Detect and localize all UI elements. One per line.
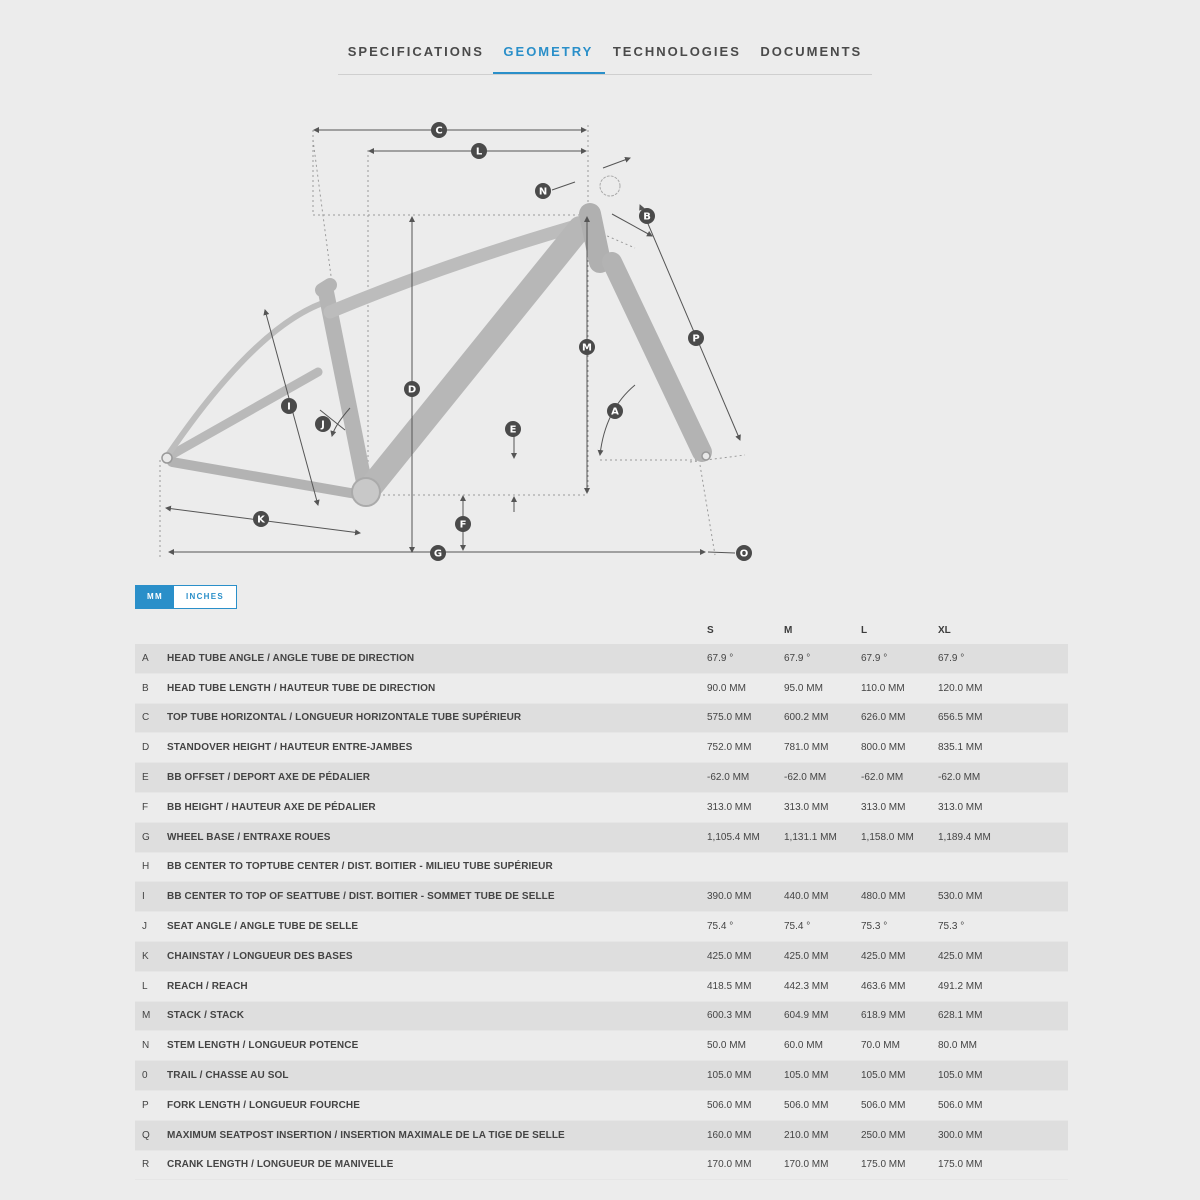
row-value-m: 105.0 MM bbox=[784, 1061, 861, 1091]
table-row bbox=[135, 673, 1068, 703]
marker-b bbox=[639, 208, 655, 224]
row-value-xl: 530.0 MM bbox=[938, 882, 1068, 912]
row-label: CRANK LENGTH / LONGUEUR DE MANIVELLE bbox=[167, 1150, 707, 1180]
svg-text:G: G bbox=[433, 548, 443, 560]
row-label: HEAD TUBE LENGTH / HAUTEUR TUBE DE DIRECTION bbox=[167, 673, 707, 703]
row-label: HEAD TUBE ANGLE / ANGLE TUBE DE DIRECTION bbox=[167, 644, 707, 673]
tab-documents[interactable]: DOCUMENTS bbox=[760, 44, 863, 59]
row-value-l: -62.0 MM bbox=[861, 763, 938, 793]
row-code: J bbox=[135, 912, 167, 942]
row-value-xl: 1,189.4 MM bbox=[938, 822, 1068, 852]
row-value-m: 600.2 MM bbox=[784, 703, 861, 733]
row-value-xl bbox=[938, 852, 1068, 882]
row-label: STANDOVER HEIGHT / HAUTEUR ENTRE-JAMBES bbox=[167, 733, 707, 763]
row-value-l: 313.0 MM bbox=[861, 792, 938, 822]
row-label: REACH / REACH bbox=[167, 971, 707, 1001]
table-row bbox=[135, 941, 1068, 971]
row-value-m: 440.0 MM bbox=[784, 882, 861, 912]
svg-text:B: B bbox=[643, 211, 651, 223]
row-value-m: 781.0 MM bbox=[784, 733, 861, 763]
table-row bbox=[135, 644, 1068, 673]
size-header-l: L bbox=[861, 624, 868, 636]
row-value-m: 67.9 ° bbox=[784, 644, 861, 673]
row-code: G bbox=[135, 822, 167, 852]
table-row bbox=[135, 703, 1068, 733]
row-value-xl: 425.0 MM bbox=[938, 941, 1068, 971]
row-value-l: 250.0 MM bbox=[861, 1120, 938, 1150]
row-value-m: 425.0 MM bbox=[784, 941, 861, 971]
size-header-xl: XL bbox=[938, 624, 951, 636]
row-code: E bbox=[135, 763, 167, 793]
marker-o bbox=[736, 545, 752, 561]
row-value-s: 75.4 ° bbox=[707, 912, 784, 942]
row-code: C bbox=[135, 703, 167, 733]
row-value-m: 604.9 MM bbox=[784, 1001, 861, 1031]
row-value-l: 618.9 MM bbox=[861, 1001, 938, 1031]
row-value-l: 480.0 MM bbox=[861, 882, 938, 912]
unit-inches-button[interactable]: INCHES bbox=[185, 592, 225, 601]
unit-toggle bbox=[135, 585, 237, 609]
bike-frame bbox=[162, 176, 710, 506]
table-row bbox=[135, 852, 1068, 882]
row-code: R bbox=[135, 1150, 167, 1180]
row-code: B bbox=[135, 673, 167, 703]
marker-c bbox=[431, 122, 447, 138]
svg-text:O: O bbox=[739, 548, 749, 560]
row-value-xl: 313.0 MM bbox=[938, 792, 1068, 822]
row-value-s: 418.5 MM bbox=[707, 971, 784, 1001]
row-code: L bbox=[135, 971, 167, 1001]
marker-l bbox=[471, 143, 487, 159]
geometry-table bbox=[135, 616, 1068, 1180]
row-value-l: 506.0 MM bbox=[861, 1090, 938, 1120]
row-value-s: 575.0 MM bbox=[707, 703, 784, 733]
row-value-xl: 506.0 MM bbox=[938, 1090, 1068, 1120]
row-label: FORK LENGTH / LONGUEUR FOURCHE bbox=[167, 1090, 707, 1120]
row-label: MAXIMUM SEATPOST INSERTION / INSERTION MAXIMALE DE LA TIGE DE SELLE bbox=[167, 1120, 707, 1150]
marker-f bbox=[455, 516, 471, 532]
svg-text:N: N bbox=[538, 186, 548, 198]
row-code: D bbox=[135, 733, 167, 763]
tab-bar bbox=[338, 30, 872, 75]
marker-n bbox=[535, 183, 551, 199]
row-label: WHEEL BASE / ENTRAXE ROUES bbox=[167, 822, 707, 852]
row-value-xl: 175.0 MM bbox=[938, 1150, 1068, 1180]
row-code: A bbox=[135, 644, 167, 673]
table-row bbox=[135, 882, 1068, 912]
row-label: BB OFFSET / DEPORT AXE DE PÉDALIER bbox=[167, 763, 707, 793]
svg-text:F: F bbox=[459, 519, 467, 531]
row-value-l: 800.0 MM bbox=[861, 733, 938, 763]
row-value-s: 390.0 MM bbox=[707, 882, 784, 912]
row-value-l: 463.6 MM bbox=[861, 971, 938, 1001]
row-value-l: 70.0 MM bbox=[861, 1031, 938, 1061]
row-label: SEAT ANGLE / ANGLE TUBE DE SELLE bbox=[167, 912, 707, 942]
table-row bbox=[135, 1061, 1068, 1091]
row-value-s: 160.0 MM bbox=[707, 1120, 784, 1150]
row-value-xl: -62.0 MM bbox=[938, 763, 1068, 793]
row-value-s: -62.0 MM bbox=[707, 763, 784, 793]
table-row bbox=[135, 1090, 1068, 1120]
row-value-s: 67.9 ° bbox=[707, 644, 784, 673]
row-code: N bbox=[135, 1031, 167, 1061]
marker-i bbox=[281, 398, 297, 414]
row-label: TRAIL / CHASSE AU SOL bbox=[167, 1061, 707, 1091]
table-row bbox=[135, 912, 1068, 942]
marker-k bbox=[253, 511, 269, 527]
row-value-m: 95.0 MM bbox=[784, 673, 861, 703]
row-value-xl: 120.0 MM bbox=[938, 673, 1068, 703]
row-value-l: 105.0 MM bbox=[861, 1061, 938, 1091]
marker-a bbox=[607, 403, 623, 419]
row-value-xl: 628.1 MM bbox=[938, 1001, 1068, 1031]
row-value-xl: 656.5 MM bbox=[938, 703, 1068, 733]
row-code: I bbox=[135, 882, 167, 912]
row-value-s: 752.0 MM bbox=[707, 733, 784, 763]
table-row bbox=[135, 1120, 1068, 1150]
row-value-s: 170.0 MM bbox=[707, 1150, 784, 1180]
row-code: P bbox=[135, 1090, 167, 1120]
row-value-s: 313.0 MM bbox=[707, 792, 784, 822]
row-value-l: 1,158.0 MM bbox=[861, 822, 938, 852]
table-row bbox=[135, 792, 1068, 822]
marker-p bbox=[688, 330, 704, 346]
table-row bbox=[135, 763, 1068, 793]
row-value-m: 60.0 MM bbox=[784, 1031, 861, 1061]
row-value-s: 50.0 MM bbox=[707, 1031, 784, 1061]
svg-text:D: D bbox=[407, 384, 417, 396]
row-value-m: 506.0 MM bbox=[784, 1090, 861, 1120]
row-value-xl: 80.0 MM bbox=[938, 1031, 1068, 1061]
marker-d bbox=[404, 381, 420, 397]
row-value-l: 75.3 ° bbox=[861, 912, 938, 942]
row-label: CHAINSTAY / LONGUEUR DES BASES bbox=[167, 941, 707, 971]
svg-text:K: K bbox=[257, 514, 265, 526]
tab-specifications[interactable]: SPECIFICATIONS bbox=[347, 44, 484, 59]
row-value-l: 67.9 ° bbox=[861, 644, 938, 673]
row-value-s: 425.0 MM bbox=[707, 941, 784, 971]
svg-text:A: A bbox=[611, 406, 619, 418]
row-value-l: 175.0 MM bbox=[861, 1150, 938, 1180]
size-header-s: S bbox=[707, 624, 714, 636]
row-value-m: 442.3 MM bbox=[784, 971, 861, 1001]
svg-text:L: L bbox=[475, 146, 483, 158]
table-row bbox=[135, 1150, 1068, 1180]
row-value-l bbox=[861, 852, 938, 882]
table-row bbox=[135, 971, 1068, 1001]
row-code: 0 bbox=[135, 1061, 167, 1091]
svg-text:M: M bbox=[582, 342, 592, 354]
row-value-s bbox=[707, 852, 784, 882]
svg-text:C: C bbox=[435, 125, 443, 137]
row-label: BB CENTER TO TOP OF SEATTUBE / DIST. BOITIER - SOMMET TUBE DE SELLE bbox=[167, 882, 707, 912]
row-value-xl: 105.0 MM bbox=[938, 1061, 1068, 1091]
row-value-m: -62.0 MM bbox=[784, 763, 861, 793]
svg-text:J: J bbox=[321, 419, 325, 431]
row-value-s: 105.0 MM bbox=[707, 1061, 784, 1091]
table-header-row bbox=[135, 616, 1068, 644]
row-code: F bbox=[135, 792, 167, 822]
row-label: STACK / STACK bbox=[167, 1001, 707, 1031]
marker-e bbox=[505, 421, 521, 437]
svg-text:E: E bbox=[509, 424, 517, 436]
row-value-s: 506.0 MM bbox=[707, 1090, 784, 1120]
table-body bbox=[135, 644, 1068, 1180]
marker-j bbox=[315, 416, 331, 432]
frame-geometry-diagram bbox=[0, 90, 1200, 580]
row-value-l: 110.0 MM bbox=[861, 673, 938, 703]
table-row bbox=[135, 1001, 1068, 1031]
unit-mm-button[interactable]: MM bbox=[136, 586, 174, 608]
row-code: Q bbox=[135, 1120, 167, 1150]
row-value-xl: 835.1 MM bbox=[938, 733, 1068, 763]
row-value-m: 210.0 MM bbox=[784, 1120, 861, 1150]
row-value-xl: 67.9 ° bbox=[938, 644, 1068, 673]
row-value-xl: 300.0 MM bbox=[938, 1120, 1068, 1150]
row-label: BB HEIGHT / HAUTEUR AXE DE PÉDALIER bbox=[167, 792, 707, 822]
row-value-m bbox=[784, 852, 861, 882]
row-value-s: 1,105.4 MM bbox=[707, 822, 784, 852]
row-code: M bbox=[135, 1001, 167, 1031]
marker-m bbox=[579, 339, 595, 355]
row-value-m: 1,131.1 MM bbox=[784, 822, 861, 852]
row-value-m: 313.0 MM bbox=[784, 792, 861, 822]
marker-g bbox=[430, 545, 446, 561]
tab-geometry[interactable]: GEOMETRY bbox=[503, 30, 593, 59]
svg-text:P: P bbox=[692, 333, 700, 345]
row-value-m: 75.4 ° bbox=[784, 912, 861, 942]
row-code: H bbox=[135, 852, 167, 882]
row-value-xl: 491.2 MM bbox=[938, 971, 1068, 1001]
row-value-l: 626.0 MM bbox=[861, 703, 938, 733]
row-value-m: 170.0 MM bbox=[784, 1150, 861, 1180]
row-code: K bbox=[135, 941, 167, 971]
row-label: STEM LENGTH / LONGUEUR POTENCE bbox=[167, 1031, 707, 1061]
row-label: TOP TUBE HORIZONTAL / LONGUEUR HORIZONTALE TUBE SUPÉRIEUR bbox=[167, 703, 707, 733]
table-row bbox=[135, 1031, 1068, 1061]
table-row bbox=[135, 733, 1068, 763]
row-value-xl: 75.3 ° bbox=[938, 912, 1068, 942]
tab-technologies[interactable]: TECHNOLOGIES bbox=[612, 44, 741, 59]
row-value-l: 425.0 MM bbox=[861, 941, 938, 971]
row-value-s: 600.3 MM bbox=[707, 1001, 784, 1031]
table-row bbox=[135, 822, 1068, 852]
row-label: BB CENTER TO TOPTUBE CENTER / DIST. BOITIER - MILIEU TUBE SUPÉRIEUR bbox=[167, 852, 707, 882]
row-value-s: 90.0 MM bbox=[707, 673, 784, 703]
size-header-m: M bbox=[784, 624, 793, 636]
svg-text:I: I bbox=[287, 401, 291, 413]
